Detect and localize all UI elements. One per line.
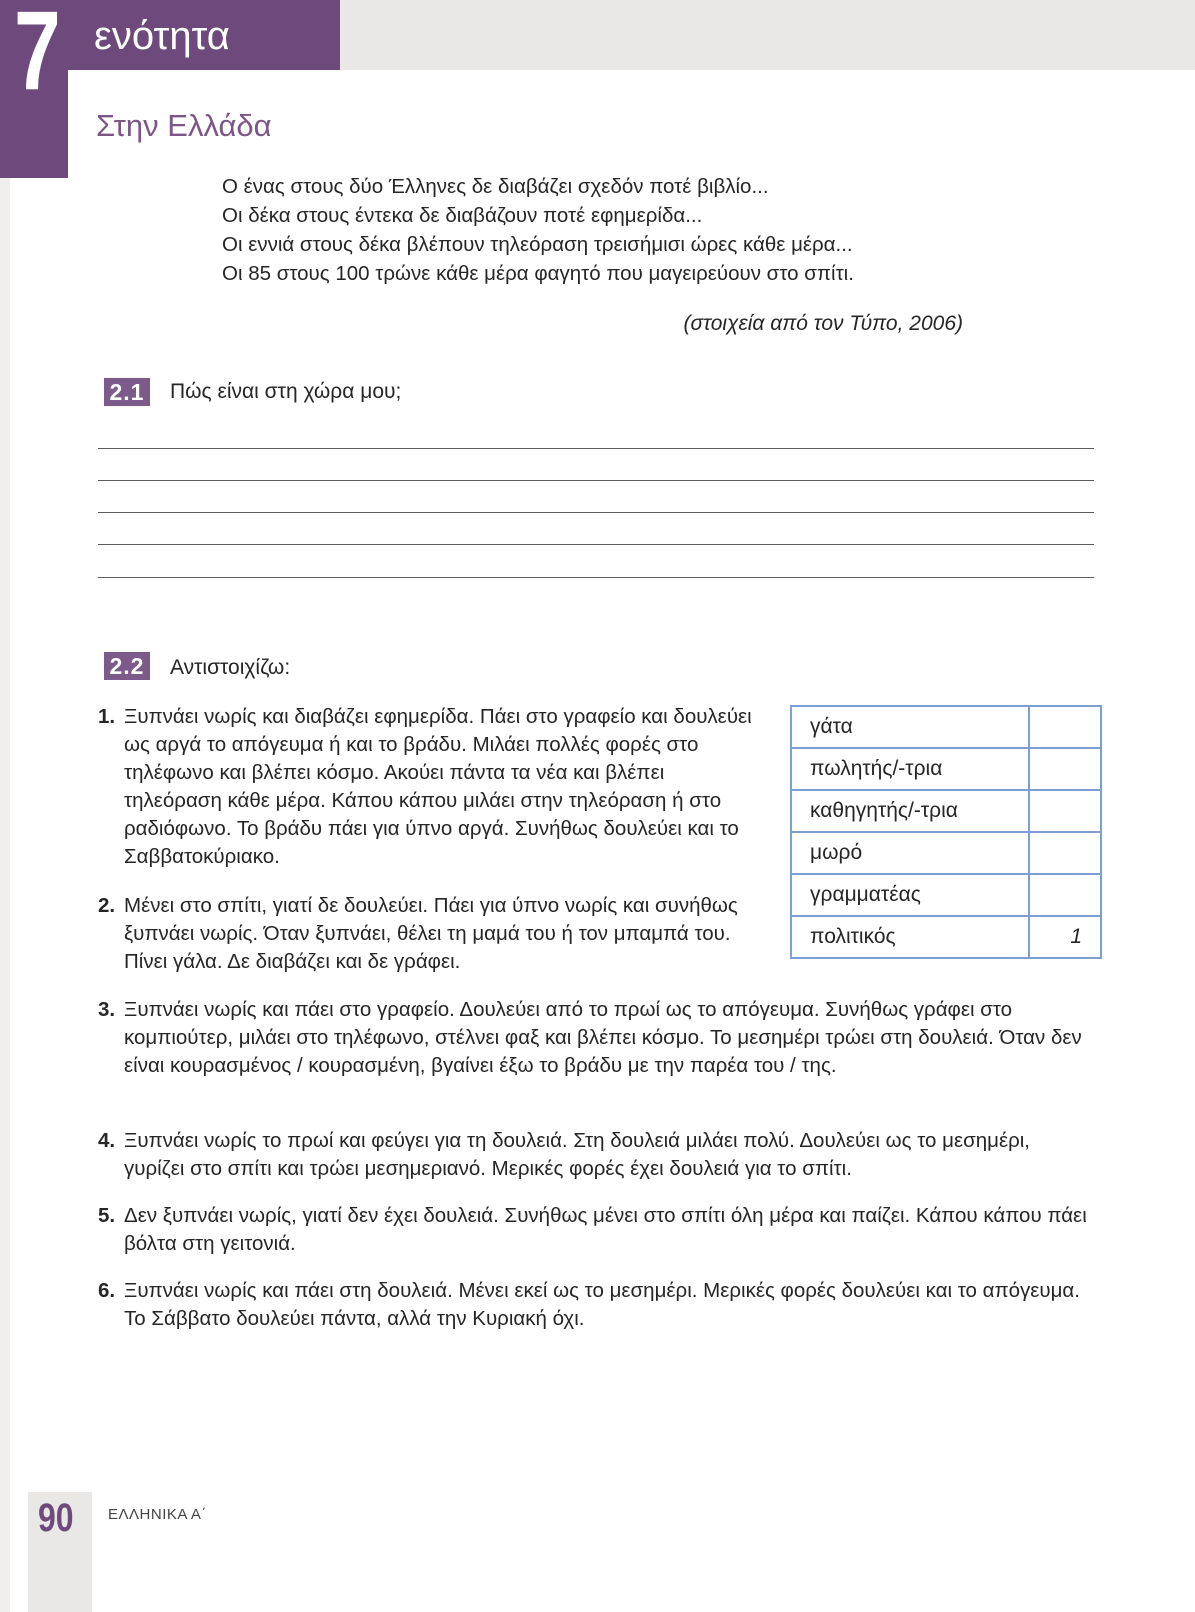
item-text: Ξυπνάει νωρίς και διαβάζει εφημερίδα. Πάει στο γραφείο και δουλεύει ως αργά το απόγευμα ή και το βράδυ. Μιλάει πολλές φορές στο τηλέφωνο και βλέπει κόσμο. Ακούει πάντα τα νέα και βλέπει τηλεόραση κάθε μέρα. Κάπου κάπου μιλάει στην τηλεόραση ή στο ραδιόφωνο. Το βράδυ πάει για ύπνο αργά. Συνήθως δουλεύει και το Σαββατοκύριακο. (124, 705, 752, 868)
exercise-title-2-1: Πώς είναι στη χώρα μου; (170, 380, 402, 403)
exercise-title-2-2: Αντιστοιχίζω: (170, 656, 291, 679)
table-word: πωλητής/-τρια (791, 748, 1029, 790)
answer-cell[interactable] (1029, 832, 1101, 874)
page-edge (0, 178, 10, 1612)
item-text: Ξυπνάει νωρίς το πρωί και φεύγει για τη δουλειά. Στη δουλειά μιλάει πολύ. Δουλεύει ως το μεσημέρι, γυρίζει στο σπίτι και τρώει μεσημεριανό. Μερικές φορές έχει δουλειά για το σπίτι. (124, 1129, 1031, 1180)
table-row (791, 790, 1101, 832)
list-item (98, 892, 758, 976)
exercise-badge-2-1: 2.1 (104, 378, 150, 406)
item-number: 2. (98, 894, 116, 917)
answer-line[interactable] (98, 448, 1094, 449)
list-item (98, 703, 758, 871)
answer-cell[interactable] (1029, 790, 1101, 832)
section-title: Στην Ελλάδα (96, 108, 272, 143)
answer-cell[interactable] (1029, 748, 1101, 790)
item-number: 6. (98, 1279, 116, 1302)
item-text: Ξυπνάει νωρίς και πάει στη δουλειά. Μένει εκεί ως το μεσημέρι. Μερικές φορές δουλεύει και το απόγευμα. Το Σάββατο δουλεύει πάντα, αλλά την Κυριακή όχι. (124, 1279, 1080, 1330)
answer-cell[interactable]: 1 (1029, 916, 1101, 958)
item-number: 5. (98, 1204, 116, 1227)
table-word: μωρό (791, 832, 1029, 874)
list-item (98, 1127, 1093, 1183)
table-word: πολιτικός (791, 916, 1029, 958)
table-word: γάτα (791, 706, 1029, 748)
matching-table (790, 705, 1102, 959)
list-item (98, 1202, 1093, 1258)
table-row (791, 832, 1101, 874)
unit-label: ενότητα (94, 14, 230, 58)
item-number: 3. (98, 998, 116, 1021)
table-row (791, 916, 1101, 958)
intro-text (222, 172, 854, 288)
page-number: 90 (38, 1496, 74, 1540)
answer-line[interactable] (98, 577, 1094, 578)
table-word: καθηγητής/-τρια (791, 790, 1029, 832)
intro-line: Οι δέκα στους έντεκα δε διαβάζουν ποτέ εφημερίδα... (222, 204, 703, 227)
answer-line[interactable] (98, 512, 1094, 513)
table-row (791, 748, 1101, 790)
source-note: (στοιχεία από τον Τύπο, 2006) (683, 312, 963, 335)
intro-line: Οι 85 στους 100 τρώνε κάθε μέρα φαγητό που μαγειρεύουν στο σπίτι. (222, 262, 854, 285)
intro-line: Οι εννιά στους δέκα βλέπουν τηλεόραση τρεισήμισι ώρες κάθε μέρα... (222, 233, 853, 256)
item-text: Ξυπνάει νωρίς και πάει στο γραφείο. Δουλεύει από το πρωί ως το απόγευμα. Συνήθως γράφει στο κομπιούτερ, μιλάει στο τηλέφωνο, στέλνει φαξ και βλέπει κόσμο. Το μεσημέρι τρώει στη δουλειά. Όταν δεν είναι κουρασμένος / κουρασμένη, βγαίνει έξω το βράδυ με την παρέα του / της. (124, 998, 1082, 1077)
answer-line[interactable] (98, 480, 1094, 481)
list-item (98, 1277, 1093, 1333)
item-text: Δεν ξυπνάει νωρίς, γιατί δεν έχει δουλειά. Συνήθως μένει στο σπίτι όλη μέρα και παίζει. Κάπου κάπου πάει βόλτα στη γειτονιά. (124, 1204, 1087, 1255)
answer-line[interactable] (98, 544, 1094, 545)
intro-line: Ο ένας στους δύο Έλληνες δε διαβάζει σχεδόν ποτέ βιβλίο... (222, 175, 769, 198)
list-item (98, 996, 1093, 1080)
answer-cell[interactable] (1029, 874, 1101, 916)
chapter-number: 7 (14, 0, 61, 113)
exercise-badge-2-2: 2.2 (104, 652, 150, 680)
item-number: 4. (98, 1129, 116, 1152)
item-number: 1. (98, 705, 116, 728)
table-row (791, 874, 1101, 916)
answer-cell[interactable] (1029, 706, 1101, 748)
book-title: ΕΛΛΗΝΙΚΑ Α΄ (108, 1506, 207, 1523)
table-row (791, 706, 1101, 748)
table-word: γραμματέας (791, 874, 1029, 916)
item-text: Μένει στο σπίτι, γιατί δε δουλεύει. Πάει για ύπνο νωρίς και συνήθως ξυπνάει νωρίς. Όταν ξυπνάει, θέλει τη μαμά του ή τον μπαμπά του. Πίνει γάλα. Δε διαβάζει και δε γράφει. (124, 894, 738, 973)
